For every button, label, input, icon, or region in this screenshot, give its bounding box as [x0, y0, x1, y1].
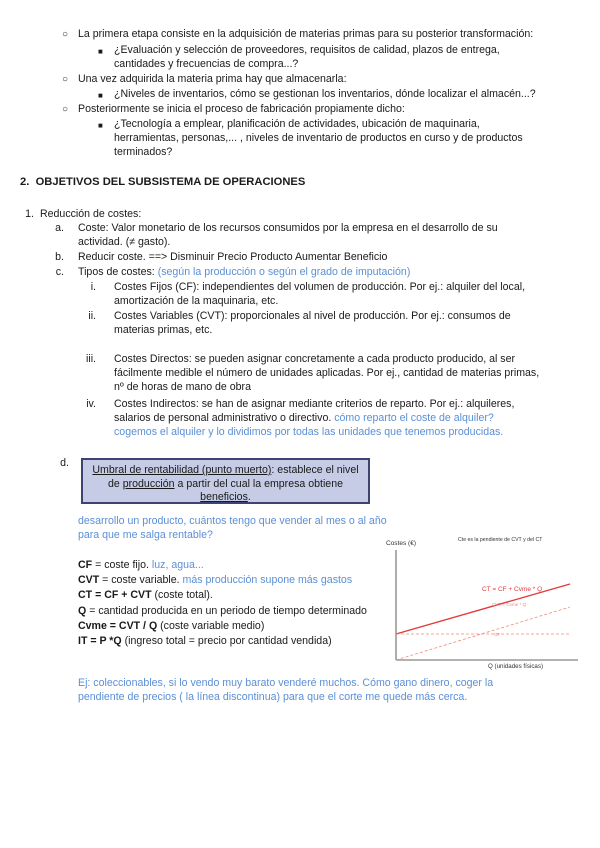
intro-sub-1b: cantidades y frecuencias de compra...?	[114, 58, 299, 70]
series-label-2: CF	[494, 632, 501, 637]
circle-bullet-icon: ○	[62, 74, 69, 85]
item-ii-line1: Costes Variables (CVT): proporcionales al nivel de producción. Por ej.: consumos de	[114, 310, 511, 322]
note-example-2: pendiente de precios ( la línea discontinua) para que el corte me quede más cerca.	[78, 691, 468, 703]
box-text-2: de	[108, 477, 123, 490]
break-even-chart	[380, 530, 590, 670]
box-production: producción	[122, 477, 175, 490]
item-iv-note2: cogemos el alquiler y lo dividimos por todas las unidades que tenemos producidas.	[114, 426, 504, 438]
item-a-line1: Coste: Valor monetario de los recursos consumidos por la empresa en el desarrollo de su	[78, 222, 498, 234]
intro-sub-2a: ¿Niveles de inventarios, cómo se gestionan los inventarios, dónde localizar el almacén...?	[114, 88, 536, 100]
circle-bullet-icon: ○	[62, 104, 69, 115]
intro-item-2: Una vez adquirida la materia prima hay que almacenarla:	[78, 73, 347, 85]
intro-sub-3c: terminados?	[114, 146, 173, 158]
item-iv-note1: cómo reparto el coste de alquiler?	[334, 412, 494, 424]
list-marker: 1.	[25, 208, 34, 220]
chart-ylabel: Costes (€)	[386, 540, 416, 547]
box-text-1: : establece el nivel	[271, 464, 359, 476]
item-i-line1: Costes Fijos (CF): independientes del volumen de producción. Por ej.: alquiler del local,	[114, 281, 526, 293]
item-iii-line2: fácilmente medible el número de unidades aplicadas. Por ej., cantidad de materias primas,	[114, 367, 540, 379]
series-label-1: CVT = Cvme * Q	[492, 602, 527, 607]
section-heading	[20, 176, 305, 190]
formula-list	[78, 559, 367, 650]
series-label-0: CT = CF + Cvme * Q	[482, 586, 543, 593]
formula-cf: CF = coste fijo. luz, agua...	[78, 559, 204, 571]
item-c-note: (según la producción o según el grado de imputación)	[157, 266, 411, 278]
item-a-line2: actividad. (≠ gasto).	[78, 236, 171, 248]
intro-sub-1a: ¿Evaluación y selección de proveedores, requisitos de calidad, plazos de entrega,	[114, 44, 500, 56]
list-marker: i.	[90, 281, 96, 293]
formula-cvme: Cvme = CVT / Q (coste variable medio)	[78, 619, 265, 632]
box-period: .	[247, 491, 251, 503]
intro-sub-3b: herramientas, personas,... , niveles de inventario de productos en curso y de productos	[114, 132, 523, 144]
series-line-1	[396, 607, 570, 660]
chart-xlabel: Q (unidades físicas)	[488, 663, 544, 670]
item-b: Reducir coste. ==> Disminuir Precio Producto Aumentar Beneficio	[78, 251, 388, 263]
list-marker: c.	[55, 266, 64, 278]
list-marker: b.	[55, 251, 64, 263]
circle-bullet-icon: ○	[62, 29, 69, 40]
item-i-line2: amortización de la maquinaria, etc.	[114, 295, 279, 307]
item-c	[78, 266, 410, 280]
break-even-definition-box	[81, 458, 370, 504]
chart-annotation: Cte es la pendiente de CVT y del CT	[458, 537, 543, 543]
square-bullet-icon: ■	[98, 47, 103, 56]
formula-cvt: CVT = coste variable. más producción supone más gastos	[78, 574, 353, 587]
item-1-title: Reducción de costes:	[40, 208, 142, 220]
item-iv-line2	[114, 412, 494, 426]
list-marker: ii.	[88, 310, 96, 322]
formula-q: Q = cantidad producida en un periodo de tiempo determinado	[78, 604, 367, 617]
intro-item-1: La primera etapa consiste en la adquisición de materias primas para su posterior transformación:	[78, 28, 534, 40]
item-ii-line2: materias primas, etc.	[114, 324, 213, 336]
box-text-3: a partir del cual la empresa obtiene	[174, 477, 343, 490]
item-iii-line3: nº de horas de mano de obra	[114, 381, 251, 393]
note-rentabilidad-2: para que me salga rentable?	[78, 529, 213, 541]
list-marker: a.	[55, 222, 64, 234]
item-iv-text: salarios de personal administrativo o directivo.	[114, 412, 332, 424]
box-benefits: beneficios	[200, 491, 248, 503]
list-marker: d.	[60, 457, 69, 469]
square-bullet-icon: ■	[98, 121, 103, 130]
note-rentabilidad-1: desarrollo un producto, cuántos tengo que vender al mes o al año	[78, 515, 387, 527]
item-iv-line1: Costes Indirectos: se han de asignar mediante criterios de reparto. Por ej.: alquileres,	[114, 398, 515, 410]
square-bullet-icon: ■	[98, 91, 103, 100]
list-marker: iv.	[86, 398, 96, 410]
list-marker: iii.	[85, 353, 96, 365]
intro-sub-3a: ¿Tecnología a emplear, planificación de actividades, ubicación de maquinaria,	[114, 118, 480, 130]
formula-ct: CT = CF + CVT (coste total).	[78, 589, 213, 602]
section-title: OBJETIVOS DEL SUBSISTEMA DE OPERACIONES	[35, 176, 306, 188]
formula-it: IT = P *Q (ingreso total = precio por cantidad vendida)	[78, 634, 332, 647]
intro-item-3: Posteriormente se inicia el proceso de fabricación propiamente dicho:	[78, 103, 405, 115]
item-c-text: Tipos de costes:	[78, 266, 155, 278]
note-example-1: Ej: coleccionables, si lo vendo muy barato venderé muchos. Cómo gano dinero, coger la	[78, 677, 494, 689]
item-iii-line1: Costes Directos: se pueden asignar concretamente a cada producto producido, al ser	[114, 353, 516, 365]
box-term: Umbral de rentabilidad (punto muerto)	[92, 464, 272, 476]
section-number: 2.	[20, 176, 30, 188]
